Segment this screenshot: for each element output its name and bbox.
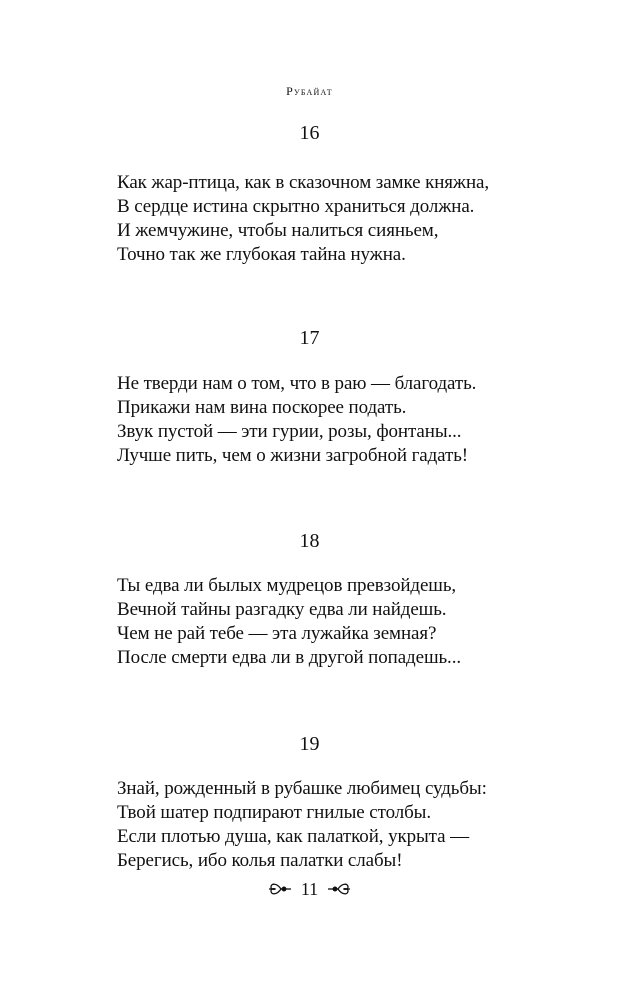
- verse-line: После смерти едва ли в другой попадешь...: [117, 647, 461, 668]
- stanza-16: [117, 171, 587, 267]
- verse-line: Не тверди нам о том, что в раю — благодать.: [117, 373, 477, 394]
- fleuron-left-icon: [267, 880, 293, 898]
- verse-line: Вечной тайны разгадку едва ли найдешь.: [117, 599, 447, 620]
- poem-number-17: 17: [299, 327, 320, 349]
- verse-line: В сердце истина скрытно храниться должна.: [117, 196, 475, 217]
- stanza-19: [117, 777, 587, 873]
- verse-line: И жемчужине, чтобы налиться сияньем,: [117, 220, 439, 241]
- verse-line: Знай, рожденный в рубашке любимец судьбы:: [117, 778, 487, 799]
- poem-number-16: 16: [299, 122, 320, 144]
- verse-line: Лучше пить, чем о жизни загробной гадать!: [117, 445, 468, 466]
- verse-line: Как жар-птица, как в сказочном замке княжна,: [117, 172, 490, 193]
- poem-number-19: 19: [299, 733, 320, 755]
- verse-line: Прикажи нам вина поскорее подать.: [117, 397, 407, 418]
- verse-line: Если плотью душа, как палаткой, укрыта —: [117, 826, 469, 847]
- poem-number-18: 18: [299, 530, 320, 552]
- verse-line: Твой шатер подпирают гнилые столбы.: [117, 802, 431, 823]
- verse-line: Берегись, ибо колья палатки слабы!: [117, 850, 403, 871]
- fleuron-right-icon: [326, 880, 352, 898]
- verse-line: Звук пустой — эти гурии, розы, фонтаны...: [117, 421, 462, 442]
- verse-line: Чем не рай тебе — эта лужайка земная?: [117, 623, 437, 644]
- verse-line: Точно так же глубокая тайна нужна.: [117, 244, 406, 265]
- stanza-18: [117, 574, 587, 670]
- page-number: 11: [300, 879, 319, 899]
- page-footer: [0, 880, 619, 898]
- running-header: Рубайат: [286, 84, 333, 98]
- verse-line: Ты едва ли былых мудрецов превзойдешь,: [117, 575, 457, 596]
- stanza-17: [117, 372, 587, 468]
